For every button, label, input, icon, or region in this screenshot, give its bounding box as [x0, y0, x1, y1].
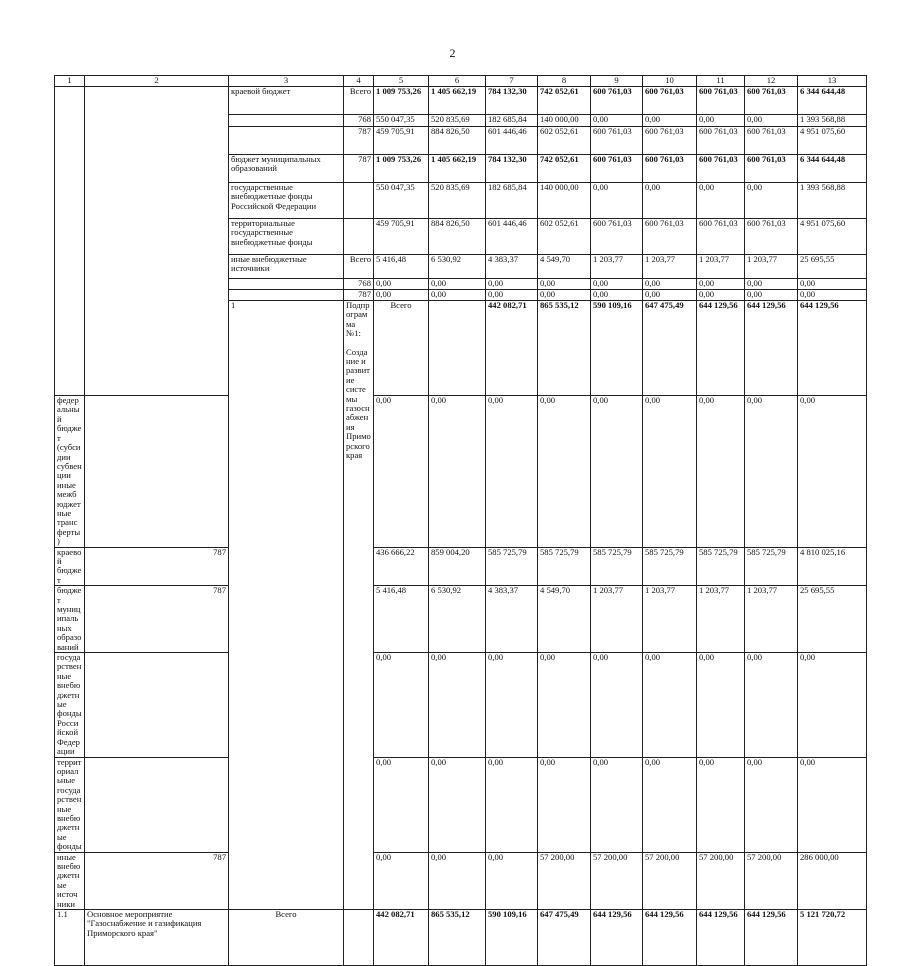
- value-cell: 600 761,03: [697, 219, 745, 255]
- page-number: 2: [449, 46, 456, 60]
- value-cell: 600 761,03: [643, 87, 697, 115]
- value-cell: 57 200,00: [697, 852, 745, 909]
- value-cell: 6 344 644,48: [798, 155, 867, 183]
- code-cell: 787: [344, 290, 374, 301]
- value-cell: 865 535,12: [538, 301, 591, 396]
- code-cell: 787: [85, 547, 229, 586]
- value-cell: 585 725,79: [643, 547, 697, 586]
- source-cell: территориальные государственные внебюджетные фонды: [55, 757, 85, 852]
- value-cell: 1 405 662,19: [429, 155, 486, 183]
- value-cell: 884 826,50: [429, 127, 486, 155]
- value-cell: 600 761,03: [697, 155, 745, 183]
- value-cell: 520 835,69: [429, 183, 486, 219]
- value-cell: 182 685,84: [486, 115, 538, 127]
- value-cell: 600 761,03: [591, 127, 643, 155]
- header-cell: 5: [374, 76, 429, 87]
- value-cell: 600 761,03: [745, 87, 798, 115]
- program-title: Основное мероприятие "Газоснабжение и газификация Приморского края": [87, 909, 202, 938]
- value-cell: 865 535,12: [429, 910, 486, 966]
- value-cell: 585 725,79: [697, 547, 745, 586]
- value-cell: 0,00: [643, 183, 697, 219]
- value-cell: 600 761,03: [745, 127, 798, 155]
- value-cell: 4 383,37: [486, 255, 538, 279]
- value-cell: 0,00: [429, 290, 486, 301]
- value-cell: 602 052,61: [538, 219, 591, 255]
- value-cell: 585 725,79: [745, 547, 798, 586]
- value-cell: 0,00: [538, 653, 591, 757]
- value-cell: 601 446,46: [486, 127, 538, 155]
- value-cell: 644 129,56: [591, 910, 643, 966]
- value-cell: 0,00: [486, 852, 538, 909]
- source-cell: Всего: [229, 910, 344, 966]
- value-cell: 600 761,03: [591, 155, 643, 183]
- header-cell: 4: [344, 76, 374, 87]
- code-cell: 768: [344, 115, 374, 127]
- code-cell: 787: [344, 127, 374, 155]
- value-cell: 5 416,48: [374, 586, 429, 653]
- value-cell: 0,00: [486, 757, 538, 852]
- value-cell: 0,00: [429, 396, 486, 548]
- value-cell: 4 951 075,60: [798, 127, 867, 155]
- source-cell: [229, 279, 344, 290]
- header-cell: 10: [643, 76, 697, 87]
- value-cell: 590 109,16: [591, 301, 643, 396]
- value-cell: 600 761,03: [697, 87, 745, 115]
- source-cell: иные внебюджетные источники: [55, 852, 85, 909]
- value-cell: 0,00: [697, 115, 745, 127]
- value-cell: 784 132,30: [486, 155, 538, 183]
- value-cell: 5 416,48: [374, 255, 429, 279]
- source-cell: территориальные государственные внебюджетные фонды: [229, 219, 344, 255]
- value-cell: 0,00: [538, 290, 591, 301]
- source-cell: [229, 115, 344, 127]
- value-cell: 0,00: [538, 757, 591, 852]
- value-cell: 742 052,61: [538, 87, 591, 115]
- value-cell: 1 009 753,26: [374, 87, 429, 115]
- code-cell: 787: [85, 852, 229, 909]
- header-cell: 9: [591, 76, 643, 87]
- value-cell: 585 725,79: [591, 547, 643, 586]
- header-cell: 13: [798, 76, 867, 87]
- source-cell: государственные внебюджетные фонды Российской Федерации: [55, 653, 85, 757]
- value-cell: 0,00: [745, 279, 798, 290]
- source-cell: краевой бюджет: [55, 547, 85, 586]
- value-cell: 4 810 025,16: [798, 547, 867, 586]
- value-cell: 0,00: [798, 653, 867, 757]
- value-cell: 0,00: [486, 396, 538, 548]
- code-cell: [429, 301, 486, 396]
- value-cell: 459 705,91: [374, 219, 429, 255]
- value-cell: 644 129,56: [798, 301, 867, 396]
- code-cell: [85, 396, 229, 548]
- value-cell: 600 761,03: [643, 127, 697, 155]
- source-cell: [229, 290, 344, 301]
- value-cell: 0,00: [591, 757, 643, 852]
- value-cell: 442 082,71: [374, 910, 429, 966]
- value-cell: 0,00: [798, 279, 867, 290]
- value-cell: 0,00: [538, 279, 591, 290]
- code-cell: [85, 757, 229, 852]
- row-number-cell: 1: [229, 301, 344, 910]
- value-cell: 0,00: [745, 653, 798, 757]
- value-cell: 0,00: [429, 653, 486, 757]
- code-cell: Всего: [344, 255, 374, 279]
- value-cell: 647 475,49: [538, 910, 591, 966]
- table-row: [55, 910, 867, 966]
- value-cell: 4 951 075,60: [798, 219, 867, 255]
- value-cell: 590 109,16: [486, 910, 538, 966]
- value-cell: 0,00: [591, 279, 643, 290]
- value-cell: 0,00: [798, 396, 867, 548]
- header-cell: 3: [229, 76, 344, 87]
- value-cell: 647 475,49: [643, 301, 697, 396]
- value-cell: 644 129,56: [745, 910, 798, 966]
- value-cell: 0,00: [697, 757, 745, 852]
- value-cell: 0,00: [643, 279, 697, 290]
- value-cell: 0,00: [486, 290, 538, 301]
- value-cell: 600 761,03: [591, 87, 643, 115]
- code-cell: [344, 910, 374, 966]
- value-cell: 0,00: [374, 279, 429, 290]
- value-cell: 57 200,00: [643, 852, 697, 909]
- value-cell: 0,00: [374, 757, 429, 852]
- value-cell: 585 725,79: [538, 547, 591, 586]
- value-cell: 0,00: [745, 757, 798, 852]
- value-cell: 0,00: [591, 396, 643, 548]
- value-cell: 1 203,77: [591, 255, 643, 279]
- table-row: [55, 852, 867, 909]
- value-cell: 1 203,77: [643, 586, 697, 653]
- source-cell: иные внебюджетные источники: [229, 255, 344, 279]
- table-row: [55, 547, 867, 586]
- value-cell: 0,00: [643, 757, 697, 852]
- value-cell: 600 761,03: [745, 155, 798, 183]
- value-cell: 4 383,37: [486, 586, 538, 653]
- value-cell: 286 000,00: [798, 852, 867, 909]
- value-cell: 644 129,56: [745, 301, 798, 396]
- value-cell: 600 761,03: [643, 155, 697, 183]
- value-cell: 1 203,77: [745, 586, 798, 653]
- value-cell: 600 761,03: [643, 219, 697, 255]
- code-cell: 768: [344, 279, 374, 290]
- header-cell: 12: [745, 76, 798, 87]
- value-cell: 1 203,77: [745, 255, 798, 279]
- value-cell: 1 203,77: [643, 255, 697, 279]
- value-cell: 0,00: [745, 396, 798, 548]
- table-row: [55, 757, 867, 852]
- value-cell: 1 393 568,88: [798, 183, 867, 219]
- value-cell: 0,00: [591, 183, 643, 219]
- table-row: [55, 653, 867, 757]
- value-cell: 0,00: [429, 279, 486, 290]
- value-cell: 784 132,30: [486, 87, 538, 115]
- value-cell: 0,00: [697, 653, 745, 757]
- value-cell: 0,00: [429, 852, 486, 909]
- value-cell: 1 203,77: [591, 586, 643, 653]
- value-cell: 0,00: [745, 183, 798, 219]
- value-cell: 0,00: [429, 757, 486, 852]
- value-cell: 0,00: [538, 396, 591, 548]
- value-cell: 0,00: [745, 290, 798, 301]
- value-cell: 0,00: [643, 115, 697, 127]
- value-cell: 742 052,61: [538, 155, 591, 183]
- value-cell: 140 000,00: [538, 183, 591, 219]
- value-cell: 0,00: [745, 115, 798, 127]
- value-cell: 442 082,71: [486, 301, 538, 396]
- value-cell: 0,00: [486, 279, 538, 290]
- code-cell: 787: [85, 586, 229, 653]
- value-cell: 0,00: [643, 653, 697, 757]
- value-cell: 57 200,00: [538, 852, 591, 909]
- header-cell: 11: [697, 76, 745, 87]
- value-cell: 600 761,03: [697, 127, 745, 155]
- budget-table: [54, 75, 867, 966]
- value-cell: 0,00: [643, 290, 697, 301]
- value-cell: 0,00: [697, 183, 745, 219]
- source-cell: федеральный бюджет (субсидии субвенции иные межбюджетные трансферты): [55, 396, 85, 548]
- value-cell: 0,00: [374, 290, 429, 301]
- code-cell: [344, 183, 374, 219]
- row-number-cell: 1.1: [55, 910, 85, 966]
- value-cell: 0,00: [697, 279, 745, 290]
- value-cell: 602 052,61: [538, 127, 591, 155]
- value-cell: 0,00: [798, 757, 867, 852]
- value-cell: 859 004,20: [429, 547, 486, 586]
- header-cell: 1: [55, 76, 85, 87]
- value-cell: 6 530,92: [429, 586, 486, 653]
- table-row: [55, 396, 867, 548]
- value-cell: 1 203,77: [697, 255, 745, 279]
- value-cell: 0,00: [591, 653, 643, 757]
- value-cell: 1 203,77: [697, 586, 745, 653]
- source-cell: бюджет муниципальных образований: [229, 155, 344, 183]
- source-cell: Всего: [374, 301, 429, 396]
- value-cell: 644 129,56: [697, 910, 745, 966]
- value-cell: 25 695,55: [798, 586, 867, 653]
- value-cell: 0,00: [486, 653, 538, 757]
- header-row: [55, 76, 867, 87]
- value-cell: 644 129,56: [697, 301, 745, 396]
- value-cell: 57 200,00: [745, 852, 798, 909]
- value-cell: 0,00: [374, 653, 429, 757]
- source-cell: [229, 127, 344, 155]
- table-row: [55, 87, 867, 115]
- value-cell: 57 200,00: [591, 852, 643, 909]
- table-row: [55, 586, 867, 653]
- value-cell: 644 129,56: [643, 910, 697, 966]
- value-cell: 1 009 753,26: [374, 155, 429, 183]
- header-cell: 6: [429, 76, 486, 87]
- value-cell: 459 705,91: [374, 127, 429, 155]
- value-cell: 600 761,03: [745, 219, 798, 255]
- value-cell: 182 685,84: [486, 183, 538, 219]
- source-cell: государственные внебюджетные фонды Российской Федерации: [229, 183, 344, 219]
- value-cell: 585 725,79: [486, 547, 538, 586]
- value-cell: 0,00: [591, 115, 643, 127]
- value-cell: 25 695,55: [798, 255, 867, 279]
- source-cell: краевой бюджет: [229, 87, 344, 115]
- value-cell: 550 047,35: [374, 115, 429, 127]
- code-cell: Всего: [344, 87, 374, 115]
- program-title-cell: [85, 87, 229, 396]
- value-cell: 0,00: [374, 396, 429, 548]
- row-number-cell: [55, 87, 85, 396]
- value-cell: 601 446,46: [486, 219, 538, 255]
- program-title-cell: [344, 301, 374, 910]
- program-title-cell: [85, 910, 229, 966]
- value-cell: 6 530,92: [429, 255, 486, 279]
- code-cell: [85, 653, 229, 757]
- value-cell: 6 344 644,48: [798, 87, 867, 115]
- code-cell: 787: [344, 155, 374, 183]
- program-title: Подпрограмма №1:: [346, 300, 370, 339]
- value-cell: 140 000,00: [538, 115, 591, 127]
- value-cell: 0,00: [643, 396, 697, 548]
- value-cell: 550 047,35: [374, 183, 429, 219]
- value-cell: 4 549,70: [538, 255, 591, 279]
- value-cell: 0,00: [374, 852, 429, 909]
- value-cell: 600 761,03: [591, 219, 643, 255]
- code-cell: [344, 219, 374, 255]
- source-cell: бюджет муниципальных образований: [55, 586, 85, 653]
- value-cell: 0,00: [591, 290, 643, 301]
- value-cell: 1 393 568,88: [798, 115, 867, 127]
- value-cell: 0,00: [697, 396, 745, 548]
- header-cell: 2: [85, 76, 229, 87]
- value-cell: 5 121 720,72: [798, 910, 867, 966]
- value-cell: 884 826,50: [429, 219, 486, 255]
- value-cell: 0,00: [798, 290, 867, 301]
- value-cell: 520 835,69: [429, 115, 486, 127]
- value-cell: 1 405 662,19: [429, 87, 486, 115]
- value-cell: 0,00: [697, 290, 745, 301]
- value-cell: 4 549,70: [538, 586, 591, 653]
- value-cell: 436 666,22: [374, 547, 429, 586]
- header-cell: 7: [486, 76, 538, 87]
- program-subtitle: Создание и развитие системы газоснабжения Приморского края: [346, 346, 371, 461]
- header-cell: 8: [538, 76, 591, 87]
